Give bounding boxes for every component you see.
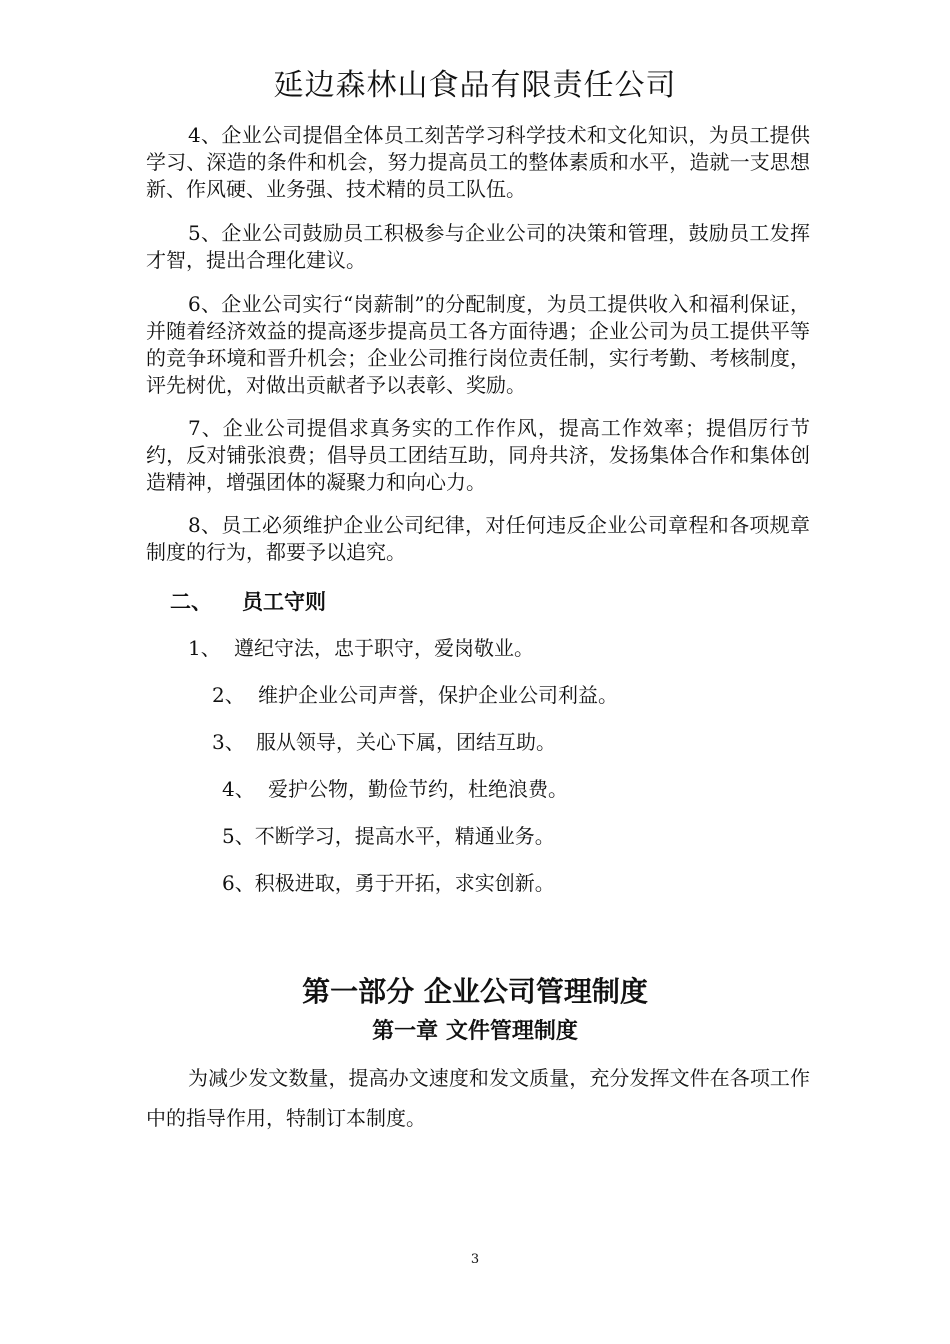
rule-number: 5、 (222, 824, 255, 848)
page-number: 3 (470, 1252, 480, 1267)
rule-item (222, 773, 568, 802)
rule-text: 积极进取，勇于开拓，求实创新。 (254, 871, 555, 895)
rule-number: 4、 (222, 777, 255, 801)
rule-item (222, 867, 555, 896)
article-paragraph-4: 4、企业公司提倡全体员工刻苦学习科学技术和文化知识，为员工提供学习、深造的条件和机会，努力提高员工的整体素质和水平，造就一支思想新、作风硬、业务强、技术精的员工队伍。 (146, 123, 810, 201)
rule-item (212, 726, 556, 755)
rule-number: 1、 (188, 636, 221, 660)
rule-number: 2、 (212, 683, 245, 707)
rule-number: 3、 (212, 730, 245, 754)
rule-text: 维护企业公司声誉，保护企业公司利益。 (258, 683, 618, 707)
part-title: 第一部分 企业公司管理制度 (302, 975, 648, 1008)
rule-number: 6、 (222, 871, 255, 895)
rule-text: 不断学习，提高水平，精通业务。 (254, 824, 555, 848)
article-paragraph-6: 6、企业公司实行“岗薪制”的分配制度，为员工提供收入和福利保证，并随着经济效益的提高逐步提高员工各方面待遇；企业公司为员工提供平等的竞争环境和晋升机会；企业公司推行岗位责任制，实行考勤、考核制度，评先树优，对做出贡献者予以表彰、奖励。 (146, 292, 810, 397)
rule-item (212, 679, 618, 708)
section-heading-employee-rules (170, 586, 326, 616)
chapter-intro-paragraph: 为减少发文数量，提高办文速度和发文质量，充分发挥文件在各项工作中的指导作用，特制订本制度。 (146, 1066, 810, 1130)
article-paragraph-8: 8、员工必须维护企业公司纪律，对任何违反企业公司章程和各项规章制度的行为，都要予以追究。 (146, 513, 810, 564)
article-paragraph-7: 7、企业公司提倡求真务实的工作作风，提高工作效率；提倡厉行节约，反对铺张浪费；倡导员工团结互助，同舟共济，发扬集体合作和集体创造精神，增强团体的凝聚力和向心力。 (146, 416, 810, 494)
rule-text: 爱护公物，勤俭节约，杜绝浪费。 (268, 777, 568, 801)
chapter-title: 第一章 文件管理制度 (372, 1019, 578, 1044)
section-title: 员工守则 (242, 590, 326, 614)
rule-item (188, 632, 534, 661)
article-paragraph-5: 5、企业公司鼓励员工积极参与企业公司的决策和管理，鼓励员工发挥才智，提出合理化建议。 (146, 221, 810, 272)
rule-item (222, 820, 555, 849)
company-header: 延边森林山食品有限责任公司 (273, 68, 677, 103)
section-number: 二、 (170, 590, 212, 614)
rule-text: 服从领导，关心下属，团结互助。 (256, 730, 556, 754)
rule-text: 遵纪守法，忠于职守，爱岗敬业。 (234, 636, 534, 660)
